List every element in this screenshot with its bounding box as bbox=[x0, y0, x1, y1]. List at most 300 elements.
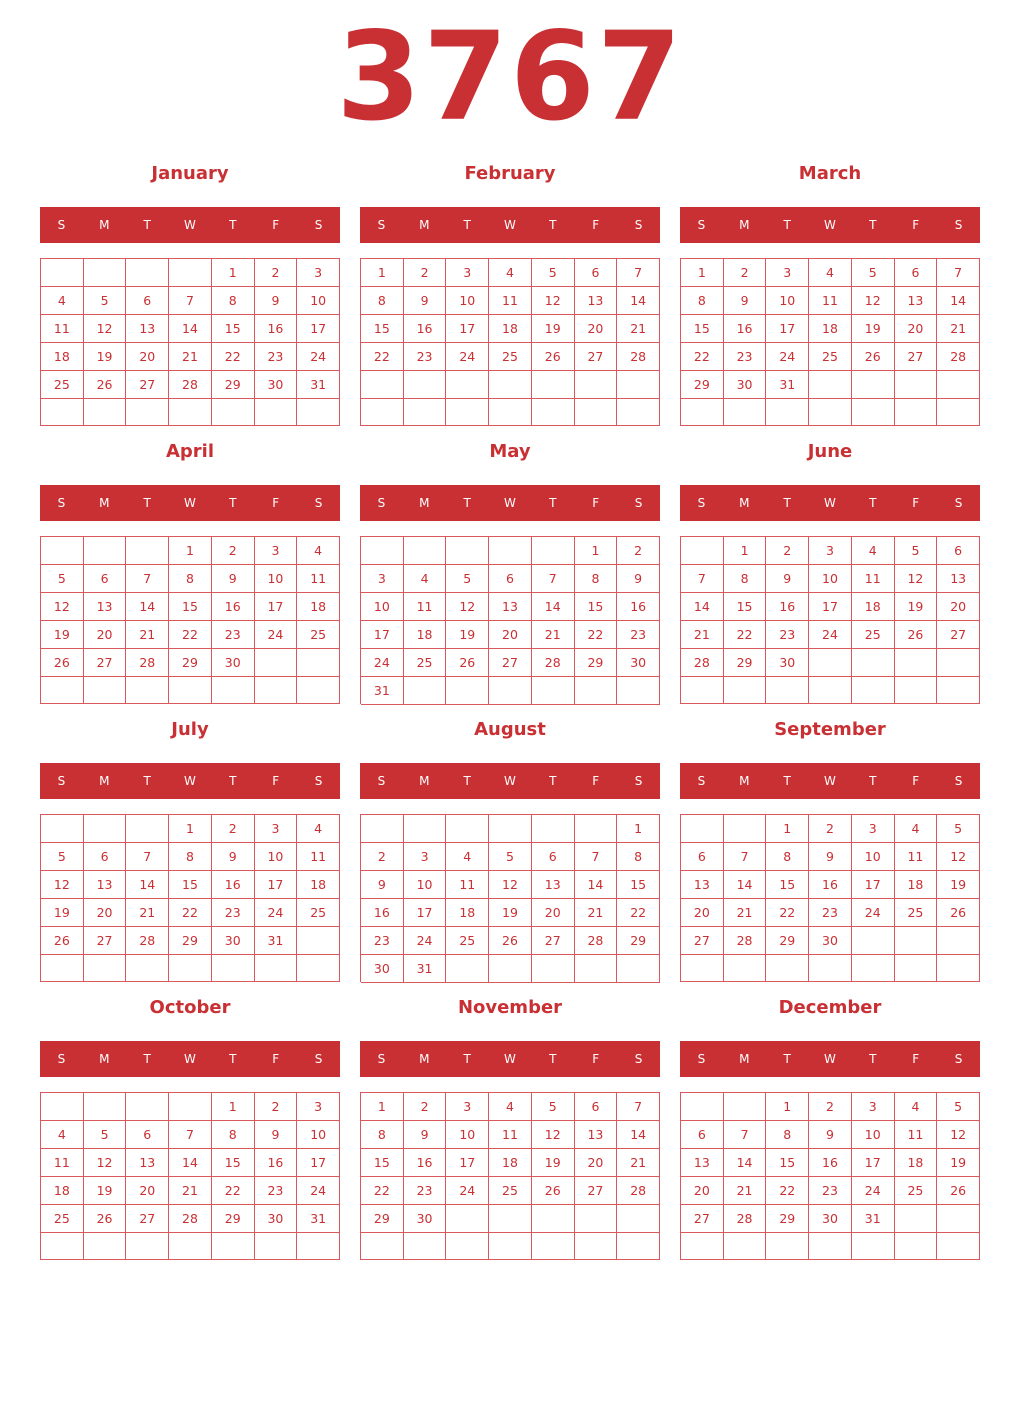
day-cell[interactable]: 21 bbox=[617, 315, 660, 343]
day-cell[interactable]: 7 bbox=[126, 843, 169, 871]
day-cell[interactable]: 7 bbox=[169, 287, 212, 315]
day-cell[interactable]: 26 bbox=[41, 649, 84, 677]
day-cell[interactable]: 11 bbox=[489, 287, 532, 315]
day-cell[interactable]: 16 bbox=[404, 315, 447, 343]
day-cell[interactable]: 3 bbox=[766, 259, 809, 287]
day-cell[interactable]: 27 bbox=[681, 1205, 724, 1233]
day-cell[interactable]: 20 bbox=[681, 899, 724, 927]
day-cell[interactable]: 9 bbox=[809, 1121, 852, 1149]
day-cell[interactable]: 3 bbox=[361, 565, 404, 593]
day-cell[interactable]: 1 bbox=[169, 537, 212, 565]
day-cell[interactable]: 8 bbox=[617, 843, 660, 871]
day-cell[interactable]: 6 bbox=[126, 287, 169, 315]
day-cell[interactable]: 10 bbox=[255, 843, 298, 871]
day-cell[interactable]: 6 bbox=[937, 537, 980, 565]
day-cell[interactable]: 11 bbox=[297, 565, 340, 593]
day-cell[interactable]: 16 bbox=[361, 899, 404, 927]
day-cell[interactable]: 16 bbox=[809, 1149, 852, 1177]
day-cell[interactable]: 31 bbox=[852, 1205, 895, 1233]
day-cell[interactable]: 25 bbox=[489, 1177, 532, 1205]
day-cell[interactable]: 5 bbox=[41, 843, 84, 871]
day-cell[interactable]: 29 bbox=[766, 927, 809, 955]
day-cell[interactable]: 24 bbox=[297, 1177, 340, 1205]
day-cell[interactable]: 16 bbox=[809, 871, 852, 899]
day-cell[interactable]: 20 bbox=[532, 899, 575, 927]
day-cell[interactable]: 5 bbox=[84, 287, 127, 315]
day-cell[interactable]: 14 bbox=[937, 287, 980, 315]
day-cell[interactable]: 11 bbox=[489, 1121, 532, 1149]
day-cell[interactable]: 31 bbox=[404, 955, 447, 983]
day-cell[interactable]: 28 bbox=[724, 927, 767, 955]
day-cell[interactable]: 9 bbox=[724, 287, 767, 315]
day-cell[interactable]: 21 bbox=[126, 621, 169, 649]
day-cell[interactable]: 25 bbox=[404, 649, 447, 677]
day-cell[interactable]: 12 bbox=[84, 315, 127, 343]
day-cell[interactable]: 28 bbox=[575, 927, 618, 955]
day-cell[interactable]: 24 bbox=[852, 899, 895, 927]
day-cell[interactable]: 14 bbox=[169, 1149, 212, 1177]
day-cell[interactable]: 4 bbox=[297, 815, 340, 843]
day-cell[interactable]: 15 bbox=[169, 871, 212, 899]
day-cell[interactable]: 1 bbox=[212, 1093, 255, 1121]
day-cell[interactable]: 19 bbox=[852, 315, 895, 343]
day-cell[interactable]: 12 bbox=[41, 871, 84, 899]
day-cell[interactable]: 4 bbox=[297, 537, 340, 565]
day-cell[interactable]: 3 bbox=[297, 1093, 340, 1121]
day-cell[interactable]: 22 bbox=[724, 621, 767, 649]
day-cell[interactable]: 2 bbox=[255, 259, 298, 287]
day-cell[interactable]: 10 bbox=[852, 1121, 895, 1149]
day-cell[interactable]: 21 bbox=[937, 315, 980, 343]
day-cell[interactable]: 27 bbox=[84, 649, 127, 677]
day-cell[interactable]: 22 bbox=[766, 899, 809, 927]
day-cell[interactable]: 11 bbox=[41, 1149, 84, 1177]
day-cell[interactable]: 9 bbox=[404, 287, 447, 315]
day-cell[interactable]: 10 bbox=[852, 843, 895, 871]
day-cell[interactable]: 15 bbox=[361, 1149, 404, 1177]
day-cell[interactable]: 22 bbox=[212, 1177, 255, 1205]
day-cell[interactable]: 1 bbox=[361, 1093, 404, 1121]
day-cell[interactable]: 18 bbox=[446, 899, 489, 927]
day-cell[interactable]: 13 bbox=[489, 593, 532, 621]
day-cell[interactable]: 9 bbox=[617, 565, 660, 593]
day-cell[interactable]: 30 bbox=[212, 649, 255, 677]
day-cell[interactable]: 31 bbox=[297, 371, 340, 399]
day-cell[interactable]: 17 bbox=[297, 315, 340, 343]
day-cell[interactable]: 2 bbox=[255, 1093, 298, 1121]
day-cell[interactable]: 23 bbox=[617, 621, 660, 649]
day-cell[interactable]: 21 bbox=[617, 1149, 660, 1177]
day-cell[interactable]: 22 bbox=[169, 899, 212, 927]
day-cell[interactable]: 30 bbox=[255, 371, 298, 399]
day-cell[interactable]: 23 bbox=[255, 343, 298, 371]
day-cell[interactable]: 10 bbox=[255, 565, 298, 593]
day-cell[interactable]: 6 bbox=[575, 259, 618, 287]
day-cell[interactable]: 26 bbox=[937, 1177, 980, 1205]
day-cell[interactable]: 19 bbox=[84, 1177, 127, 1205]
day-cell[interactable]: 9 bbox=[404, 1121, 447, 1149]
day-cell[interactable]: 23 bbox=[809, 899, 852, 927]
day-cell[interactable]: 22 bbox=[212, 343, 255, 371]
day-cell[interactable]: 2 bbox=[361, 843, 404, 871]
day-cell[interactable]: 22 bbox=[361, 1177, 404, 1205]
day-cell[interactable]: 25 bbox=[852, 621, 895, 649]
day-cell[interactable]: 12 bbox=[41, 593, 84, 621]
day-cell[interactable]: 17 bbox=[446, 315, 489, 343]
day-cell[interactable]: 24 bbox=[766, 343, 809, 371]
day-cell[interactable]: 31 bbox=[361, 677, 404, 705]
day-cell[interactable]: 29 bbox=[212, 1205, 255, 1233]
day-cell[interactable]: 15 bbox=[681, 315, 724, 343]
day-cell[interactable]: 3 bbox=[446, 259, 489, 287]
day-cell[interactable]: 23 bbox=[766, 621, 809, 649]
day-cell[interactable]: 4 bbox=[895, 1093, 938, 1121]
day-cell[interactable]: 28 bbox=[937, 343, 980, 371]
day-cell[interactable]: 4 bbox=[895, 815, 938, 843]
day-cell[interactable]: 11 bbox=[895, 1121, 938, 1149]
day-cell[interactable]: 23 bbox=[212, 899, 255, 927]
day-cell[interactable]: 1 bbox=[617, 815, 660, 843]
day-cell[interactable]: 13 bbox=[84, 871, 127, 899]
day-cell[interactable]: 25 bbox=[446, 927, 489, 955]
day-cell[interactable]: 4 bbox=[404, 565, 447, 593]
day-cell[interactable]: 8 bbox=[361, 1121, 404, 1149]
day-cell[interactable]: 19 bbox=[937, 1149, 980, 1177]
day-cell[interactable]: 19 bbox=[532, 1149, 575, 1177]
day-cell[interactable]: 26 bbox=[84, 1205, 127, 1233]
day-cell[interactable]: 18 bbox=[297, 871, 340, 899]
day-cell[interactable]: 3 bbox=[852, 1093, 895, 1121]
day-cell[interactable]: 23 bbox=[724, 343, 767, 371]
day-cell[interactable]: 31 bbox=[255, 927, 298, 955]
day-cell[interactable]: 3 bbox=[809, 537, 852, 565]
day-cell[interactable]: 5 bbox=[84, 1121, 127, 1149]
day-cell[interactable]: 26 bbox=[532, 343, 575, 371]
day-cell[interactable]: 16 bbox=[255, 315, 298, 343]
day-cell[interactable]: 4 bbox=[489, 259, 532, 287]
day-cell[interactable]: 19 bbox=[489, 899, 532, 927]
day-cell[interactable]: 13 bbox=[895, 287, 938, 315]
day-cell[interactable]: 12 bbox=[532, 287, 575, 315]
day-cell[interactable]: 27 bbox=[84, 927, 127, 955]
day-cell[interactable]: 5 bbox=[852, 259, 895, 287]
day-cell[interactable]: 19 bbox=[41, 621, 84, 649]
day-cell[interactable]: 21 bbox=[681, 621, 724, 649]
day-cell[interactable]: 26 bbox=[532, 1177, 575, 1205]
day-cell[interactable]: 6 bbox=[575, 1093, 618, 1121]
day-cell[interactable]: 11 bbox=[809, 287, 852, 315]
day-cell[interactable]: 6 bbox=[681, 1121, 724, 1149]
day-cell[interactable]: 25 bbox=[809, 343, 852, 371]
day-cell[interactable]: 20 bbox=[84, 899, 127, 927]
day-cell[interactable]: 24 bbox=[255, 621, 298, 649]
day-cell[interactable]: 8 bbox=[361, 287, 404, 315]
day-cell[interactable]: 11 bbox=[446, 871, 489, 899]
day-cell[interactable]: 5 bbox=[532, 259, 575, 287]
day-cell[interactable]: 28 bbox=[126, 927, 169, 955]
day-cell[interactable]: 17 bbox=[297, 1149, 340, 1177]
day-cell[interactable]: 12 bbox=[489, 871, 532, 899]
day-cell[interactable]: 5 bbox=[446, 565, 489, 593]
day-cell[interactable]: 8 bbox=[766, 843, 809, 871]
day-cell[interactable]: 30 bbox=[809, 927, 852, 955]
day-cell[interactable]: 1 bbox=[681, 259, 724, 287]
day-cell[interactable]: 20 bbox=[895, 315, 938, 343]
day-cell[interactable]: 5 bbox=[41, 565, 84, 593]
day-cell[interactable]: 15 bbox=[361, 315, 404, 343]
day-cell[interactable]: 6 bbox=[532, 843, 575, 871]
day-cell[interactable]: 28 bbox=[169, 371, 212, 399]
day-cell[interactable]: 28 bbox=[724, 1205, 767, 1233]
day-cell[interactable]: 30 bbox=[766, 649, 809, 677]
day-cell[interactable]: 5 bbox=[895, 537, 938, 565]
day-cell[interactable]: 8 bbox=[766, 1121, 809, 1149]
day-cell[interactable]: 26 bbox=[41, 927, 84, 955]
day-cell[interactable]: 15 bbox=[766, 1149, 809, 1177]
day-cell[interactable]: 30 bbox=[724, 371, 767, 399]
day-cell[interactable]: 1 bbox=[575, 537, 618, 565]
day-cell[interactable]: 26 bbox=[852, 343, 895, 371]
day-cell[interactable]: 4 bbox=[446, 843, 489, 871]
day-cell[interactable]: 3 bbox=[404, 843, 447, 871]
day-cell[interactable]: 4 bbox=[489, 1093, 532, 1121]
day-cell[interactable]: 7 bbox=[126, 565, 169, 593]
day-cell[interactable]: 14 bbox=[724, 1149, 767, 1177]
day-cell[interactable]: 9 bbox=[361, 871, 404, 899]
day-cell[interactable]: 27 bbox=[575, 1177, 618, 1205]
day-cell[interactable]: 12 bbox=[852, 287, 895, 315]
day-cell[interactable]: 25 bbox=[41, 1205, 84, 1233]
day-cell[interactable]: 20 bbox=[575, 1149, 618, 1177]
day-cell[interactable]: 8 bbox=[169, 565, 212, 593]
day-cell[interactable]: 9 bbox=[766, 565, 809, 593]
day-cell[interactable]: 30 bbox=[255, 1205, 298, 1233]
day-cell[interactable]: 15 bbox=[766, 871, 809, 899]
day-cell[interactable]: 12 bbox=[84, 1149, 127, 1177]
day-cell[interactable]: 28 bbox=[617, 1177, 660, 1205]
day-cell[interactable]: 26 bbox=[489, 927, 532, 955]
day-cell[interactable]: 16 bbox=[212, 871, 255, 899]
day-cell[interactable]: 18 bbox=[404, 621, 447, 649]
day-cell[interactable]: 25 bbox=[489, 343, 532, 371]
day-cell[interactable]: 27 bbox=[681, 927, 724, 955]
day-cell[interactable]: 1 bbox=[724, 537, 767, 565]
day-cell[interactable]: 30 bbox=[212, 927, 255, 955]
day-cell[interactable]: 20 bbox=[937, 593, 980, 621]
day-cell[interactable]: 30 bbox=[617, 649, 660, 677]
day-cell[interactable]: 29 bbox=[169, 649, 212, 677]
day-cell[interactable]: 21 bbox=[724, 899, 767, 927]
day-cell[interactable]: 8 bbox=[169, 843, 212, 871]
day-cell[interactable]: 15 bbox=[724, 593, 767, 621]
day-cell[interactable]: 3 bbox=[255, 815, 298, 843]
day-cell[interactable]: 21 bbox=[724, 1177, 767, 1205]
day-cell[interactable]: 7 bbox=[617, 259, 660, 287]
day-cell[interactable]: 6 bbox=[895, 259, 938, 287]
day-cell[interactable]: 23 bbox=[809, 1177, 852, 1205]
day-cell[interactable]: 14 bbox=[617, 1121, 660, 1149]
day-cell[interactable]: 13 bbox=[937, 565, 980, 593]
day-cell[interactable]: 15 bbox=[575, 593, 618, 621]
day-cell[interactable]: 14 bbox=[532, 593, 575, 621]
day-cell[interactable]: 6 bbox=[84, 565, 127, 593]
day-cell[interactable]: 8 bbox=[212, 1121, 255, 1149]
day-cell[interactable]: 24 bbox=[809, 621, 852, 649]
day-cell[interactable]: 17 bbox=[809, 593, 852, 621]
day-cell[interactable]: 24 bbox=[852, 1177, 895, 1205]
day-cell[interactable]: 22 bbox=[766, 1177, 809, 1205]
day-cell[interactable]: 7 bbox=[617, 1093, 660, 1121]
day-cell[interactable]: 21 bbox=[169, 1177, 212, 1205]
day-cell[interactable]: 26 bbox=[84, 371, 127, 399]
day-cell[interactable]: 17 bbox=[255, 871, 298, 899]
day-cell[interactable]: 16 bbox=[766, 593, 809, 621]
day-cell[interactable]: 26 bbox=[895, 621, 938, 649]
day-cell[interactable]: 31 bbox=[766, 371, 809, 399]
day-cell[interactable]: 20 bbox=[575, 315, 618, 343]
day-cell[interactable]: 14 bbox=[724, 871, 767, 899]
day-cell[interactable]: 11 bbox=[404, 593, 447, 621]
day-cell[interactable]: 2 bbox=[724, 259, 767, 287]
day-cell[interactable]: 20 bbox=[84, 621, 127, 649]
day-cell[interactable]: 18 bbox=[895, 1149, 938, 1177]
day-cell[interactable]: 3 bbox=[852, 815, 895, 843]
day-cell[interactable]: 12 bbox=[532, 1121, 575, 1149]
day-cell[interactable]: 7 bbox=[575, 843, 618, 871]
day-cell[interactable]: 17 bbox=[255, 593, 298, 621]
day-cell[interactable]: 13 bbox=[126, 315, 169, 343]
day-cell[interactable]: 21 bbox=[126, 899, 169, 927]
day-cell[interactable]: 10 bbox=[766, 287, 809, 315]
day-cell[interactable]: 20 bbox=[126, 1177, 169, 1205]
day-cell[interactable]: 29 bbox=[212, 371, 255, 399]
day-cell[interactable]: 27 bbox=[575, 343, 618, 371]
day-cell[interactable]: 17 bbox=[404, 899, 447, 927]
day-cell[interactable]: 4 bbox=[852, 537, 895, 565]
day-cell[interactable]: 29 bbox=[766, 1205, 809, 1233]
day-cell[interactable]: 11 bbox=[297, 843, 340, 871]
day-cell[interactable]: 1 bbox=[766, 1093, 809, 1121]
day-cell[interactable]: 28 bbox=[126, 649, 169, 677]
day-cell[interactable]: 26 bbox=[937, 899, 980, 927]
day-cell[interactable]: 13 bbox=[575, 287, 618, 315]
day-cell[interactable]: 3 bbox=[297, 259, 340, 287]
day-cell[interactable]: 1 bbox=[169, 815, 212, 843]
day-cell[interactable]: 29 bbox=[724, 649, 767, 677]
day-cell[interactable]: 8 bbox=[681, 287, 724, 315]
day-cell[interactable]: 9 bbox=[212, 843, 255, 871]
day-cell[interactable]: 9 bbox=[212, 565, 255, 593]
day-cell[interactable]: 5 bbox=[489, 843, 532, 871]
day-cell[interactable]: 18 bbox=[809, 315, 852, 343]
day-cell[interactable]: 14 bbox=[681, 593, 724, 621]
day-cell[interactable]: 6 bbox=[84, 843, 127, 871]
day-cell[interactable]: 7 bbox=[724, 1121, 767, 1149]
day-cell[interactable]: 30 bbox=[809, 1205, 852, 1233]
day-cell[interactable]: 9 bbox=[809, 843, 852, 871]
day-cell[interactable]: 17 bbox=[446, 1149, 489, 1177]
day-cell[interactable]: 29 bbox=[169, 927, 212, 955]
day-cell[interactable]: 27 bbox=[895, 343, 938, 371]
day-cell[interactable]: 12 bbox=[446, 593, 489, 621]
day-cell[interactable]: 9 bbox=[255, 1121, 298, 1149]
day-cell[interactable]: 18 bbox=[852, 593, 895, 621]
day-cell[interactable]: 22 bbox=[169, 621, 212, 649]
day-cell[interactable]: 2 bbox=[766, 537, 809, 565]
day-cell[interactable]: 6 bbox=[681, 843, 724, 871]
day-cell[interactable]: 16 bbox=[724, 315, 767, 343]
day-cell[interactable]: 18 bbox=[41, 1177, 84, 1205]
day-cell[interactable]: 27 bbox=[532, 927, 575, 955]
day-cell[interactable]: 28 bbox=[617, 343, 660, 371]
day-cell[interactable]: 4 bbox=[41, 287, 84, 315]
day-cell[interactable]: 10 bbox=[404, 871, 447, 899]
day-cell[interactable]: 7 bbox=[169, 1121, 212, 1149]
day-cell[interactable]: 14 bbox=[575, 871, 618, 899]
day-cell[interactable]: 10 bbox=[297, 1121, 340, 1149]
day-cell[interactable]: 13 bbox=[575, 1121, 618, 1149]
day-cell[interactable]: 28 bbox=[169, 1205, 212, 1233]
day-cell[interactable]: 25 bbox=[895, 1177, 938, 1205]
day-cell[interactable]: 17 bbox=[361, 621, 404, 649]
day-cell[interactable]: 22 bbox=[575, 621, 618, 649]
day-cell[interactable]: 29 bbox=[681, 371, 724, 399]
day-cell[interactable]: 15 bbox=[169, 593, 212, 621]
day-cell[interactable]: 19 bbox=[532, 315, 575, 343]
day-cell[interactable]: 28 bbox=[532, 649, 575, 677]
day-cell[interactable]: 24 bbox=[255, 899, 298, 927]
day-cell[interactable]: 29 bbox=[575, 649, 618, 677]
day-cell[interactable]: 10 bbox=[446, 287, 489, 315]
day-cell[interactable]: 7 bbox=[532, 565, 575, 593]
day-cell[interactable]: 27 bbox=[489, 649, 532, 677]
day-cell[interactable]: 17 bbox=[852, 871, 895, 899]
day-cell[interactable]: 10 bbox=[446, 1121, 489, 1149]
day-cell[interactable]: 8 bbox=[724, 565, 767, 593]
day-cell[interactable]: 25 bbox=[297, 899, 340, 927]
day-cell[interactable]: 23 bbox=[361, 927, 404, 955]
day-cell[interactable]: 2 bbox=[617, 537, 660, 565]
day-cell[interactable]: 3 bbox=[255, 537, 298, 565]
day-cell[interactable]: 24 bbox=[446, 1177, 489, 1205]
day-cell[interactable]: 16 bbox=[617, 593, 660, 621]
day-cell[interactable]: 12 bbox=[937, 1121, 980, 1149]
day-cell[interactable]: 19 bbox=[895, 593, 938, 621]
day-cell[interactable]: 30 bbox=[404, 1205, 447, 1233]
day-cell[interactable]: 24 bbox=[446, 343, 489, 371]
day-cell[interactable]: 25 bbox=[895, 899, 938, 927]
day-cell[interactable]: 23 bbox=[404, 343, 447, 371]
day-cell[interactable]: 6 bbox=[489, 565, 532, 593]
day-cell[interactable]: 7 bbox=[724, 843, 767, 871]
day-cell[interactable]: 9 bbox=[255, 287, 298, 315]
day-cell[interactable]: 13 bbox=[532, 871, 575, 899]
day-cell[interactable]: 4 bbox=[41, 1121, 84, 1149]
day-cell[interactable]: 10 bbox=[361, 593, 404, 621]
day-cell[interactable]: 17 bbox=[766, 315, 809, 343]
day-cell[interactable]: 1 bbox=[766, 815, 809, 843]
day-cell[interactable]: 24 bbox=[297, 343, 340, 371]
day-cell[interactable]: 2 bbox=[212, 815, 255, 843]
day-cell[interactable]: 22 bbox=[617, 899, 660, 927]
day-cell[interactable]: 29 bbox=[617, 927, 660, 955]
day-cell[interactable]: 20 bbox=[126, 343, 169, 371]
day-cell[interactable]: 5 bbox=[532, 1093, 575, 1121]
day-cell[interactable]: 12 bbox=[937, 843, 980, 871]
day-cell[interactable]: 26 bbox=[446, 649, 489, 677]
day-cell[interactable]: 2 bbox=[404, 259, 447, 287]
day-cell[interactable]: 10 bbox=[297, 287, 340, 315]
